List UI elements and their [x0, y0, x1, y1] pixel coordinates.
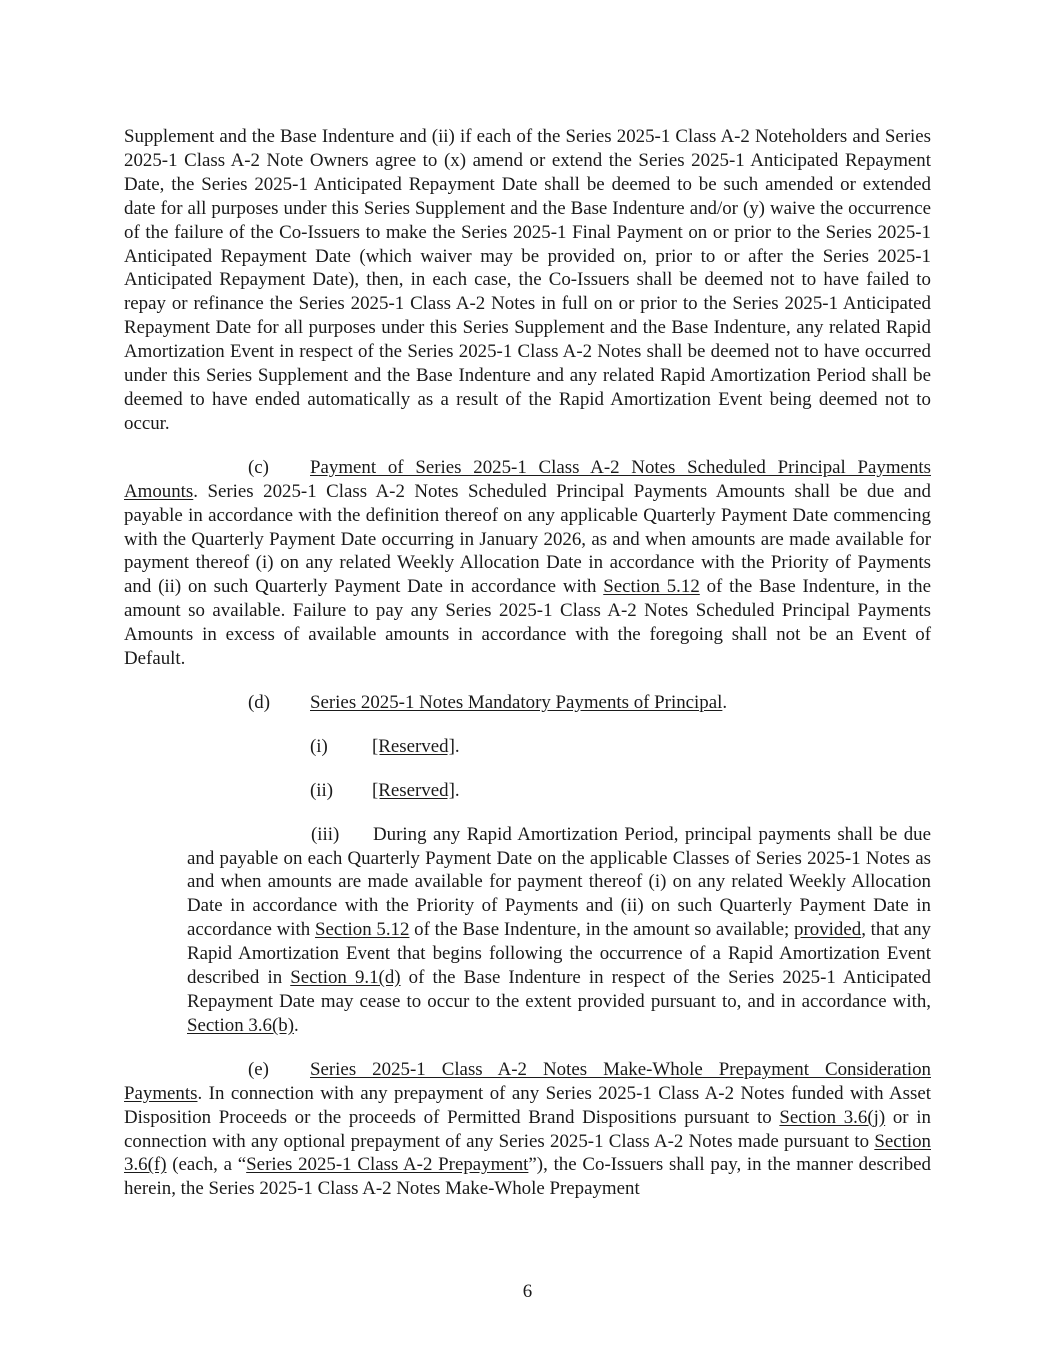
subparagraph-i [124, 735, 931, 759]
paragraph-d [124, 691, 931, 715]
paragraph-c-label: (c) [248, 456, 269, 478]
section-reference: Section 9.1(d) [290, 967, 401, 989]
subparagraph-ii-period: . [454, 779, 460, 801]
page-number: 6 [522, 1281, 533, 1302]
subparagraph-i-label: (i) [310, 735, 328, 757]
section-reference: Section [874, 1130, 931, 1152]
subparagraph-iii-text: of the Base Indenture in respect of the Series 2025-1 Anticipated Repayment Date may cease to occur to the extent provided pursuant to, and in accordance with, [187, 967, 931, 1012]
section-reference: Section 5.12 [603, 576, 700, 598]
subparagraph-ii [124, 779, 931, 803]
section-reference: Section 3.6(j) [779, 1106, 886, 1128]
paragraph-d-heading: Series 2025-1 Notes Mandatory Payments of Principal [310, 691, 723, 713]
subparagraph-iii-text: of the Base Indenture, in the amount so available; [409, 919, 795, 941]
subparagraph-iii-label: (iii) [311, 823, 340, 845]
document-body [124, 125, 931, 1201]
paragraph-e-text: (each, a “ [166, 1154, 247, 1176]
paragraph-e-label: (e) [248, 1058, 269, 1080]
paragraph-e-text: . In connection with any prepayment of any Series 2025-1 Class A-2 Notes funded with Asset Disposition Proceeds or the proceeds of Permitted Brand Dispositions pursuant to [124, 1082, 931, 1128]
provided-term: provided [794, 919, 862, 941]
subparagraph-i-text: [Reserved] [372, 735, 455, 757]
paragraph-e-text: or in connection with any optional prepayment of any Series 2025-1 Class A-2 Notes made pursuant to [124, 1106, 931, 1152]
section-reference: Section 3.6(b) [187, 1014, 295, 1036]
paragraph-c-text: . Series 2025-1 Class A-2 Notes Scheduled Principal Payments Amounts shall be due and payable in accordance with the definition thereof on any applicable Quarterly Payment Date commencing with the Quarterly Payment Date occurring in January 2026, as and when amounts are made available for payment thereof (i) on any related Weekly Allocation Date in accordance with the Priority of Payments and (ii) on such Quarterly Payment Date in accordance with [124, 480, 931, 598]
paragraph-e [124, 1058, 931, 1201]
subparagraph-iii-text: During any Rapid Amortization Period, principal payments shall be due and payable on each Quarterly Payment Date on the applicable Classes of Series 2025-1 Notes as and when amounts are made available for payment thereof (i) on any related Weekly Allocation Date in accordance with the Priority of Payments and (ii) on such Quarterly Payment Date in accordance with [187, 823, 931, 941]
subparagraph-iii [124, 823, 931, 1038]
defined-term: Series 2025-1 Class A-2 Prepayment [246, 1154, 529, 1176]
subparagraph-ii-label: (ii) [310, 779, 334, 801]
section-reference: Section 5.12 [314, 919, 410, 941]
paragraph-c-heading: Payment of Series 2025-1 Class A-2 Notes Scheduled Principal Payments Amounts [124, 456, 931, 502]
paragraph-d-label: (d) [248, 691, 271, 713]
paragraph-e-text: ”), the Co-Issuers shall pay, in the manner described herein, the Series 2025-1 Class A-2 Notes Make-Whole Prepayment [124, 1154, 932, 1200]
continuation-paragraph: Supplement and the Base Indenture and (ii) if each of the Series 2025-1 Class A-2 Noteholders and Series 2025-1 Class A-2 Note Owners agree to (x) amend or extend the Series 2025-1 Anticipated Repayment Date, the Series 2025-1 Anticipated Repayment Date shall be deemed to be such amended or extended date for all purposes under this Series Supplement and the Base Indenture and/or (y) waive the occurrence of the failure of the Co-Issuers to make the Series 2025-1 Final Payment on or prior to the Series 2025-1 Anticipated Repayment Date (which waiver may be provided on, prior to or after the Series 2025-1 Anticipated Repayment Date), then, in each case, the Co-Issuers shall be deemed not to have failed to repay or refinance the Series 2025-1 Class A-2 Notes in full on or prior to the Series 2025-1 Anticipated Repayment Date for all purposes under this Series Supplement and the Base Indenture, any related Rapid Amortization Event in respect of the Series 2025-1 Class A-2 Notes shall be deemed not to have occurred under this Series Supplement and the Base Indenture and any related Rapid Amortization Period shall be deemed to have ended automatically as a result of the Rapid Amortization Event being deemed not to occur. [124, 126, 931, 434]
paragraph-c [124, 456, 931, 671]
subparagraph-i-period: . [454, 735, 460, 757]
subparagraph-iii-text: . [294, 1014, 299, 1036]
subparagraph-ii-text: [Reserved] [372, 779, 455, 801]
paragraph-e-heading: Series 2025-1 Class A-2 Notes Make-Whole Prepayment Consideration Payments [124, 1058, 931, 1104]
subparagraph-iii-text: , that any Rapid Amortization Event that begins following the occurrence of a Rapid Amortization Event described in [187, 919, 931, 989]
paragraph-c-text: of the Base Indenture, in the amount so available. Failure to pay any Series 2025-1 Class A-2 Notes Scheduled Principal Payments Amounts in excess of available amounts in accordance with the foregoing shall not be an Event of Default. [124, 576, 931, 670]
paragraph-d-period: . [722, 691, 728, 713]
section-reference: 3.6(f) [124, 1154, 167, 1176]
